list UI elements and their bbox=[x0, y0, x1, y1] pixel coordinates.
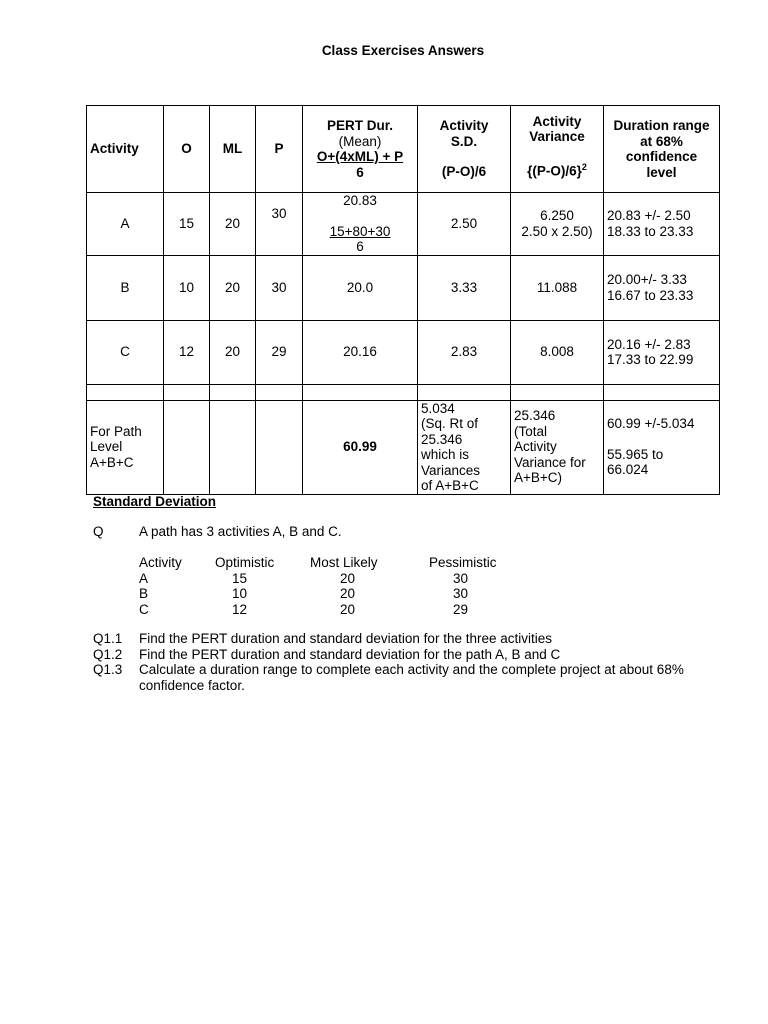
sub-question: Q1.1 Find the PERT duration and standard deviation for the three activities bbox=[93, 631, 552, 646]
cell-o: 10 bbox=[164, 255, 210, 320]
table-row-c bbox=[87, 320, 720, 384]
grid-cell: 30 bbox=[453, 570, 469, 586]
cell-range: 20.83 +/- 2.50 18.33 to 23.33 bbox=[604, 193, 720, 256]
cell-variance: 8.008 bbox=[511, 320, 604, 384]
header-pert-duration: PERT Dur. (Mean) O+(4xML) + P 6 bbox=[303, 106, 418, 193]
cell-pert: 60.99 bbox=[303, 400, 418, 494]
cell-variance: 11.088 bbox=[511, 255, 604, 320]
cell-pert: 20.0 bbox=[303, 255, 418, 320]
cell-sd: 2.50 bbox=[418, 193, 511, 256]
grid-header: Activity bbox=[139, 555, 182, 570]
grid-cell: 12 bbox=[232, 601, 248, 617]
grid-header: Most Likely bbox=[310, 555, 378, 570]
header-p: P bbox=[256, 106, 303, 193]
cell-range: 60.99 +/-5.034 55.965 to 66.024 bbox=[604, 400, 720, 494]
grid-header: Pessimistic bbox=[429, 555, 497, 570]
cell-path-label: For Path Level A+B+C bbox=[87, 400, 164, 494]
grid-cell: 30 bbox=[453, 586, 469, 601]
cell-activity: B bbox=[87, 255, 164, 320]
header-duration-range: Duration range at 68% confidence level bbox=[604, 106, 720, 193]
sub-question-list bbox=[93, 631, 733, 694]
grid-cell: B bbox=[139, 586, 149, 601]
grid-cell: 20 bbox=[340, 586, 356, 601]
sub-question: Q1.3 Calculate a duration range to complete each activity and the complete project at about 68% confidence factor. bbox=[93, 662, 684, 694]
grid-cell: A bbox=[139, 570, 149, 586]
cell-sd: 5.034 (Sq. Rt of 25.346 which is Variances of A+B+C bbox=[418, 400, 511, 494]
cell-sd: 2.83 bbox=[418, 320, 511, 384]
cell-p: 30 bbox=[256, 255, 303, 320]
cell-sd: 3.33 bbox=[418, 255, 511, 320]
cell-o: 12 bbox=[164, 320, 210, 384]
question-text: A path has 3 activities A, B and C. bbox=[139, 524, 342, 539]
grid-cell: 20 bbox=[340, 570, 356, 586]
grid-cell: C bbox=[139, 601, 149, 617]
grid-cell: 15 bbox=[232, 570, 248, 586]
cell-variance: 6.250 2.50 x 2.50) bbox=[511, 193, 604, 256]
cell-pert: 20.83 15+80+30 6 bbox=[303, 193, 418, 256]
page-title: Class Exercises Answers bbox=[321, 43, 485, 58]
header-o: O bbox=[164, 106, 210, 193]
cell-ml: 20 bbox=[210, 193, 256, 256]
header-activity-sd: Activity S.D. (P-O)/6 bbox=[418, 106, 511, 193]
header-activity: Activity bbox=[87, 106, 164, 193]
table-row-path bbox=[87, 400, 720, 494]
header-ml: ML bbox=[210, 106, 256, 193]
sub-question: Q1.2 Find the PERT duration and standard deviation for the path A, B and C bbox=[93, 646, 561, 662]
cell-range: 20.00+/- 3.33 16.67 to 23.33 bbox=[604, 255, 720, 320]
table-header-row bbox=[87, 106, 720, 193]
cell-pert: 20.16 bbox=[303, 320, 418, 384]
cell-ml: 20 bbox=[210, 320, 256, 384]
cell-variance: 25.346 (Total Activity Variance for A+B+C) bbox=[511, 400, 604, 494]
header-activity-variance: Activity Variance $\{(P-O)/6\}^2$ bbox=[511, 106, 604, 193]
pert-answers-table bbox=[86, 105, 720, 495]
cell-o: 15 bbox=[164, 193, 210, 256]
cell-p: 30 bbox=[256, 193, 303, 256]
grid-header: Optimistic bbox=[215, 555, 275, 570]
table-row-b bbox=[87, 255, 720, 320]
table-spacer-row bbox=[87, 384, 720, 400]
cell-ml: 20 bbox=[210, 255, 256, 320]
table-row-a bbox=[87, 193, 720, 256]
grid-cell: 10 bbox=[232, 586, 248, 601]
cell-p: 29 bbox=[256, 320, 303, 384]
cell-activity: C bbox=[87, 320, 164, 384]
cell-range: 20.16 +/- 2.83 17.33 to 22.99 bbox=[604, 320, 720, 384]
cell-activity: A bbox=[87, 193, 164, 256]
question-tag: Q bbox=[93, 524, 104, 539]
grid-cell: 20 bbox=[340, 601, 356, 617]
grid-cell: 29 bbox=[453, 601, 469, 617]
section-heading: Standard Deviation bbox=[93, 494, 217, 509]
